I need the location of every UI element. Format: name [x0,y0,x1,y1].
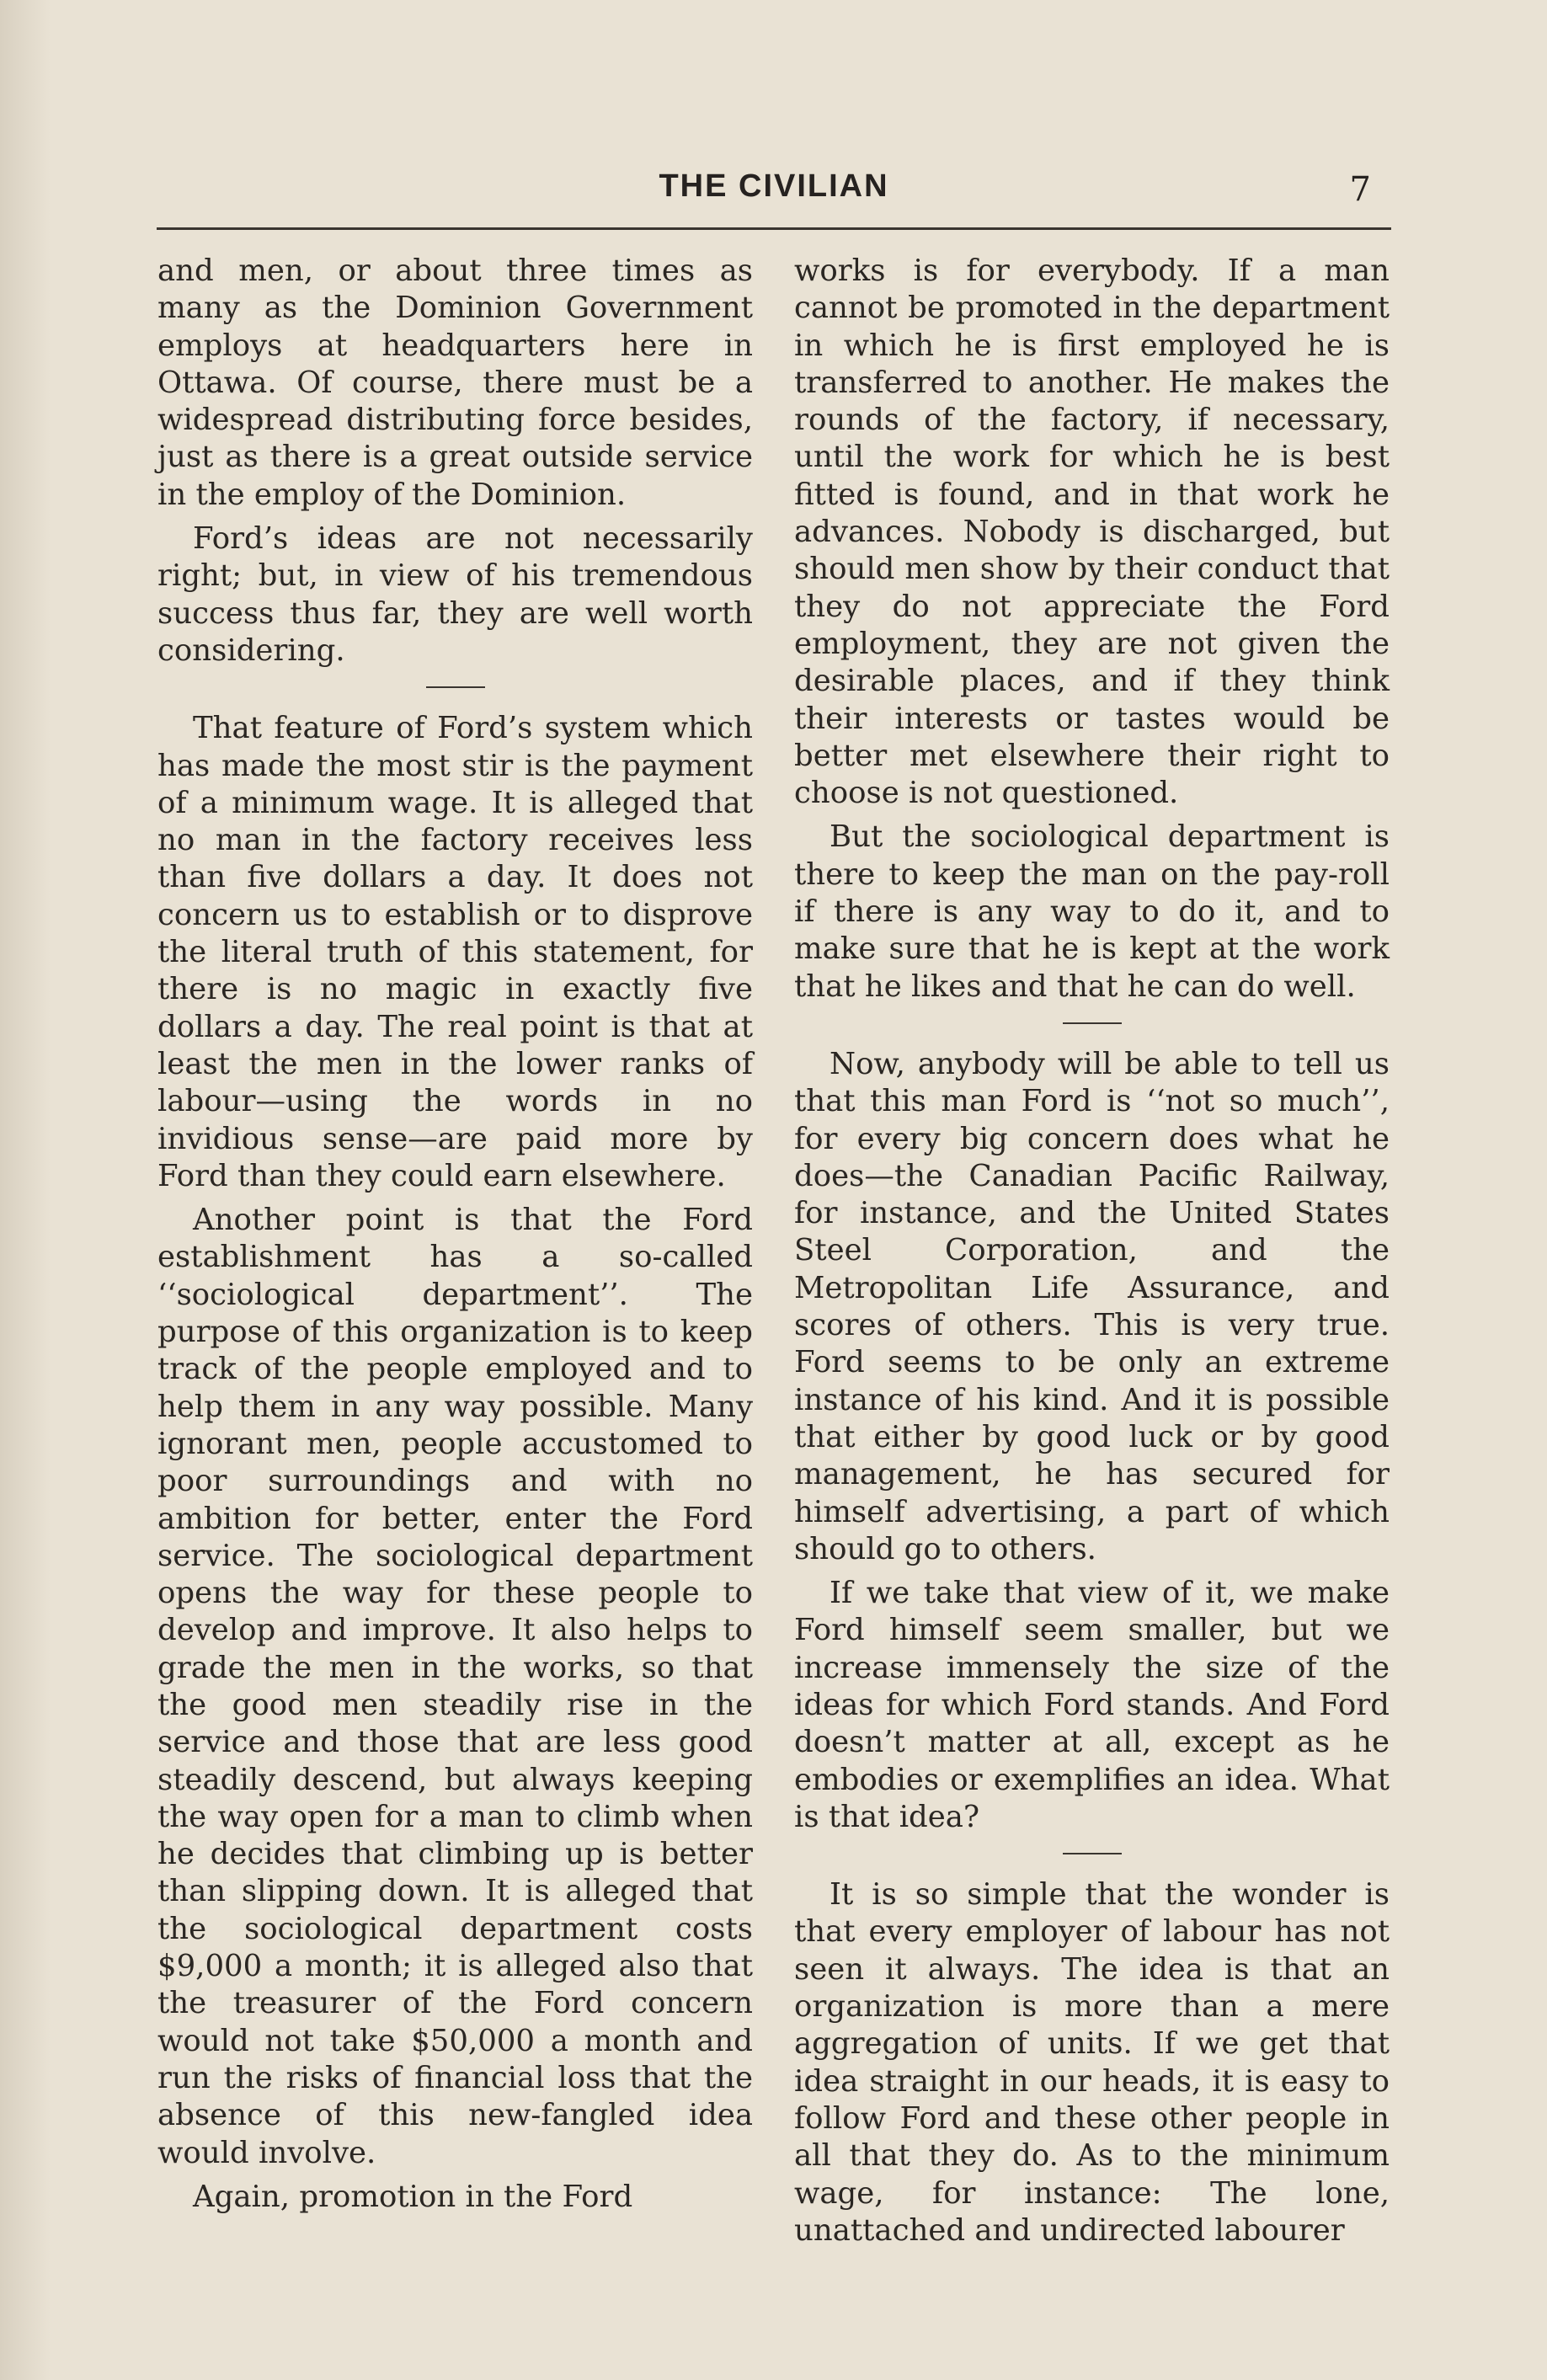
paragraph: works is for everybody. If a man cannot be promoted in the department in which he is first employed he is transferred to another. He makes the rounds of the factory, if necessary, until the work for which he is best fitted is found, and in that work he advances. Nobody is discharged, but should men show by their conduct that they do not appreciate the Ford employment, they are not given the desirable places, and if they think their interests or tastes would be better met elsewhere their right to choose is not questioned. [794,253,1390,811]
paragraph: That feature of Ford’s system which has made the most stir is the payment of a minimum wage. It is alleged that no man in the factory receives less than five dollars a day. It does not concern us to establish or to disprove the literal truth of this statement, for there is no magic in exactly five dollars a day. The real point is that at least the men in the lower ranks of labour—using the words in no invidious sense—are paid more by Ford than they could earn elsewhere. [157,711,753,1193]
page-edge-shadow [0,0,51,2380]
left-column [157,253,753,2223]
header-rule [157,227,1391,230]
paragraph: Again, promotion in the Ford [193,2179,633,2214]
page-header [157,168,1391,216]
paragraph: and men, or about three times as many as the Dominion Government employs at headquarters here in Ottawa. Of course, there must be a widespread distributing force besides, just as there is a great outside service in the employ of the Dominion. [157,253,753,512]
section-divider [426,686,485,688]
running-title: THE CIVILIAN [659,168,889,204]
page-number: 7 [1349,170,1371,209]
right-column [794,253,1390,2256]
paragraph: But the sociological department is there to keep the man on the pay-roll if there is any way to do it, and to make sure that he is kept at the work that he likes and that he can do well. [794,819,1390,1004]
paragraph: If we take that view of it, we make Ford himself seem smaller, but we increase immensely the size of the ideas for which Ford stands. And Ford doesn’t matter at all, except as he embodies or exemplifies an idea. What is that idea? [794,1576,1390,1834]
paragraph: Ford’s ideas are not necessarily right; but, in view of his tremendous success thus far, they are well worth considering. [157,521,753,668]
paragraph: It is so simple that the wonder is that every employer of labour has not seen it always. The idea is that an organization is more than a mere aggregation of units. If we get that idea straight in our heads, it is easy to follow Ford and these other people in all that they do. As to the minimum wage, for instance: The lone, unattached and undirected labourer [794,1877,1390,2248]
paragraph: Another point is that the Ford establishment has a so-called ‘‘sociological department’’. The purpose of this organization is to keep track of the people employed and to help them in any way possible. Many ignorant men, people accustomed to poor surroundings and with no ambition for better, enter the Ford service. The sociological department opens the way for these people to develop and improve. It also helps to grade the men in the works, so that the good men steadily rise in the service and those that are less good steadily descend, but always keeping the way open for a man to climb when he decides that climbing up is better than slipping down. It is alleged that the sociological department costs $9,000 a month; it is alleged also that the treasurer of the Ford concern would not take $50,000 a month and run the risks of financial loss that the absence of this new-fangled idea would involve. [157,1203,753,2170]
section-divider [1063,1853,1122,1854]
paragraph: Now, anybody will be able to tell us that this man Ford is ‘‘not so much’’, for every big concern does what he does—the Canadian Pacific Railway, for instance, and the United States Steel Corporation, and the Metropolitan Life Assurance, and scores of others. This is very true. Ford seems to be only an extreme instance of his kind. And it is possible that either by good luck or by good management, he has secured for himself advertising, a part of which should go to others. [794,1046,1390,1566]
section-divider [1063,1022,1122,1024]
